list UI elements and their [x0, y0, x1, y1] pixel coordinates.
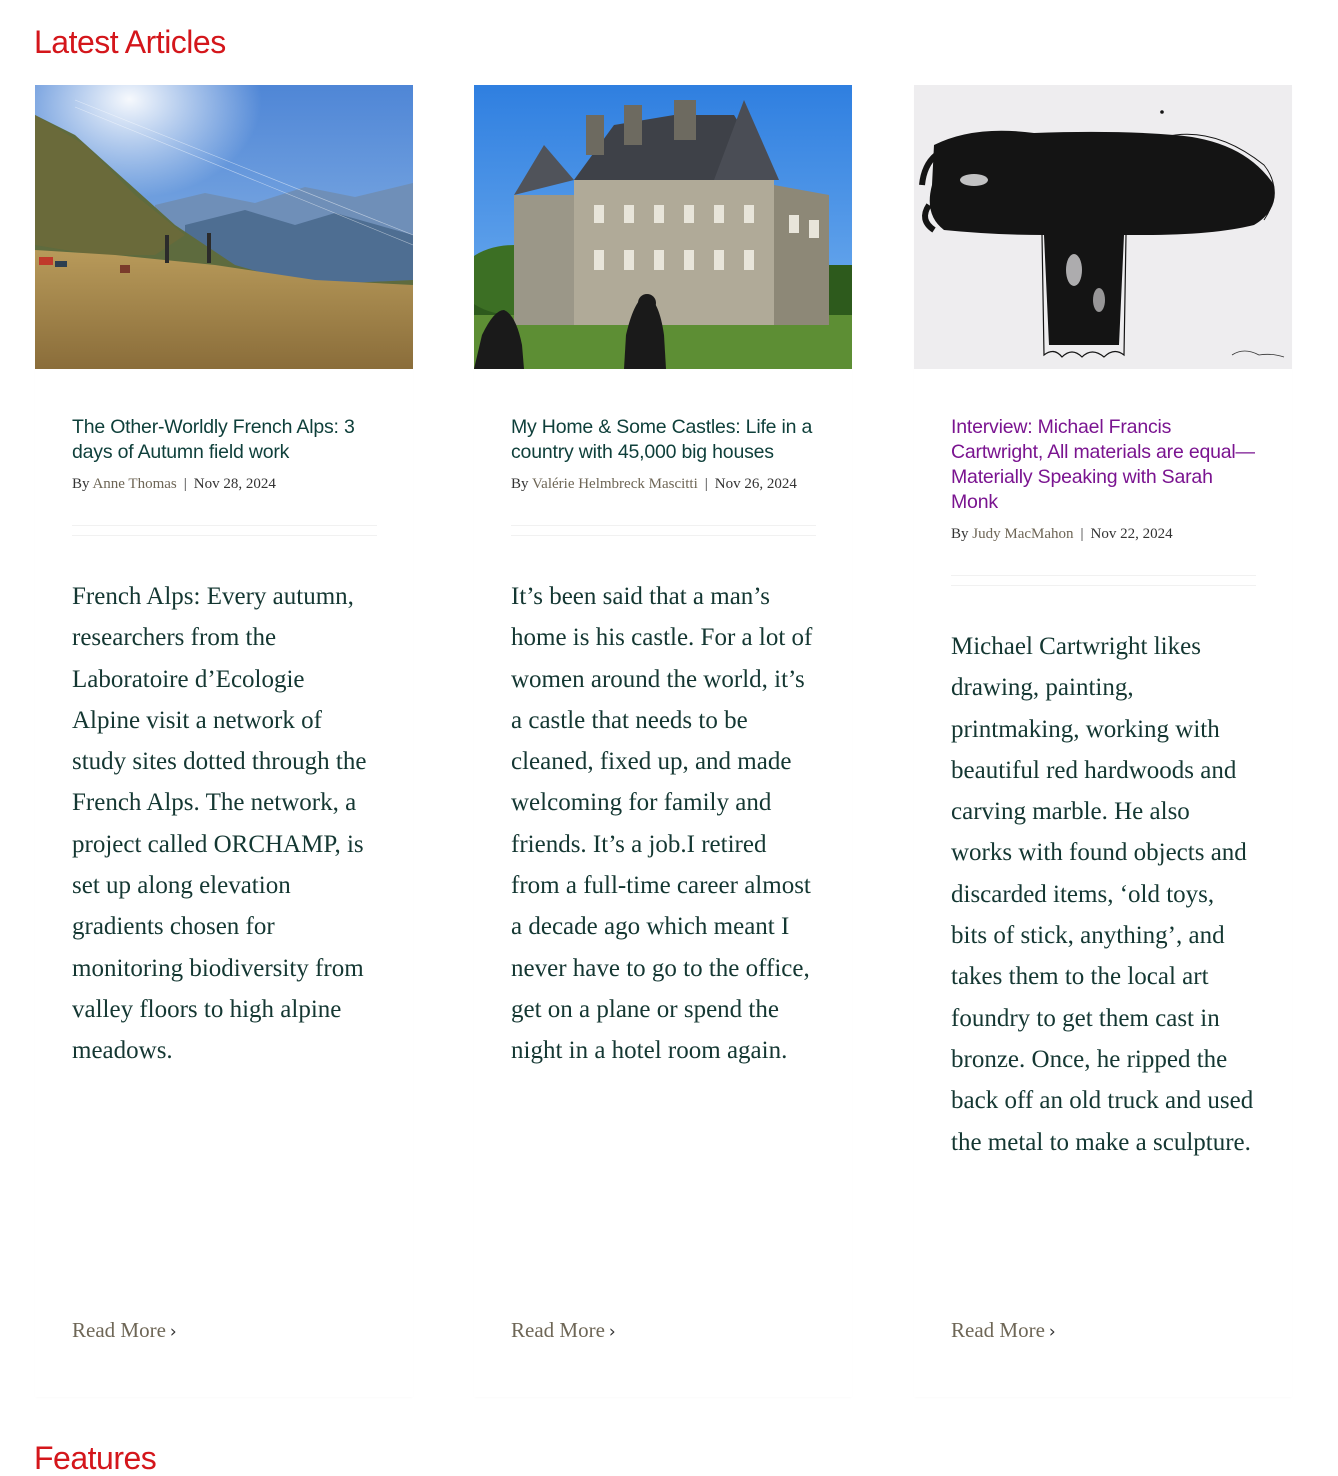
- article-card: [914, 85, 1292, 1397]
- chevron-right-icon: ›: [169, 1322, 177, 1342]
- article-excerpt: It’s been said that a man’s home is his castle. For a lot of women around the world, it’s a castle that needs to be cleaned, fixed up, and made welcoming for family and friends. It’s a job.I retired from a full-time career almost a decade ago which meant I never have to go to the office, get on a plane or spend the night in a hotel room again.: [511, 583, 813, 1065]
- read-more-label: Read More: [72, 1318, 166, 1342]
- byline-prefix: By: [951, 526, 969, 542]
- article-meta: [511, 473, 816, 495]
- section-title-features: Features: [34, 1440, 157, 1476]
- article-card-body: [951, 415, 1256, 1163]
- author-link[interactable]: Valérie Helmbreck Mascitti: [532, 476, 698, 492]
- meta-separator: |: [1080, 526, 1084, 542]
- card-divider: [72, 525, 377, 536]
- read-more-link[interactable]: [72, 1318, 177, 1343]
- article-card-body: [72, 415, 377, 1072]
- chevron-right-icon: ›: [1048, 1322, 1056, 1342]
- article-title[interactable]: The Other-Worldly French Alps: 3 days of Autumn field work: [72, 416, 355, 463]
- article-image-artwork[interactable]: [914, 85, 1292, 369]
- article-excerpt: Michael Cartwright likes drawing, painting, printmaking, working with beautiful red hardwoods and carving marble. He also works with found objects and discarded items, ‘old toys, bits of stick, anything’, and takes them to the local art foundry to get them cast in bronze. Once, he ripped the back off an old truck and used the metal to make a sculpture.: [951, 633, 1254, 1156]
- read-more-label: Read More: [511, 1318, 605, 1342]
- article-excerpt: French Alps: Every autumn, researchers from the Laboratoire d’Ecologie Alpine visit a network of study sites dotted through the French Alps. The network, a project called ORCHAMP, is set up along elevation gradients chosen for monitoring biodiversity from valley floors to high alpine meadows.: [72, 583, 367, 1065]
- card-divider: [511, 525, 816, 536]
- article-title[interactable]: Interview: Michael Francis Cartwright, All materials are equal—Materially Speaking with Sarah Monk: [951, 416, 1255, 513]
- byline-prefix: By: [72, 476, 90, 492]
- article-date: Nov 28, 2024: [193, 476, 276, 492]
- article-date: Nov 22, 2024: [1090, 526, 1173, 542]
- article-meta: [951, 523, 1256, 545]
- article-card-body: [511, 415, 816, 1072]
- chevron-right-icon: ›: [608, 1322, 616, 1342]
- read-more-label: Read More: [951, 1318, 1045, 1342]
- article-title[interactable]: My Home & Some Castles: Life in a country with 45,000 big houses: [511, 416, 813, 463]
- article-image-french-alps[interactable]: [35, 85, 413, 369]
- section-title-latest-articles: Latest Articles: [34, 24, 226, 60]
- meta-separator: |: [183, 476, 187, 492]
- article-card: [35, 85, 413, 1397]
- card-divider: [951, 575, 1256, 586]
- read-more-link[interactable]: [511, 1318, 616, 1343]
- article-image-castle[interactable]: [474, 85, 852, 369]
- article-meta: [72, 473, 377, 495]
- article-date: Nov 26, 2024: [714, 476, 797, 492]
- read-more-link[interactable]: [951, 1318, 1056, 1343]
- author-link[interactable]: Anne Thomas: [92, 476, 177, 492]
- meta-separator: |: [704, 476, 708, 492]
- article-card: [474, 85, 852, 1397]
- byline-prefix: By: [511, 476, 529, 492]
- author-link[interactable]: Judy MacMahon: [972, 526, 1074, 542]
